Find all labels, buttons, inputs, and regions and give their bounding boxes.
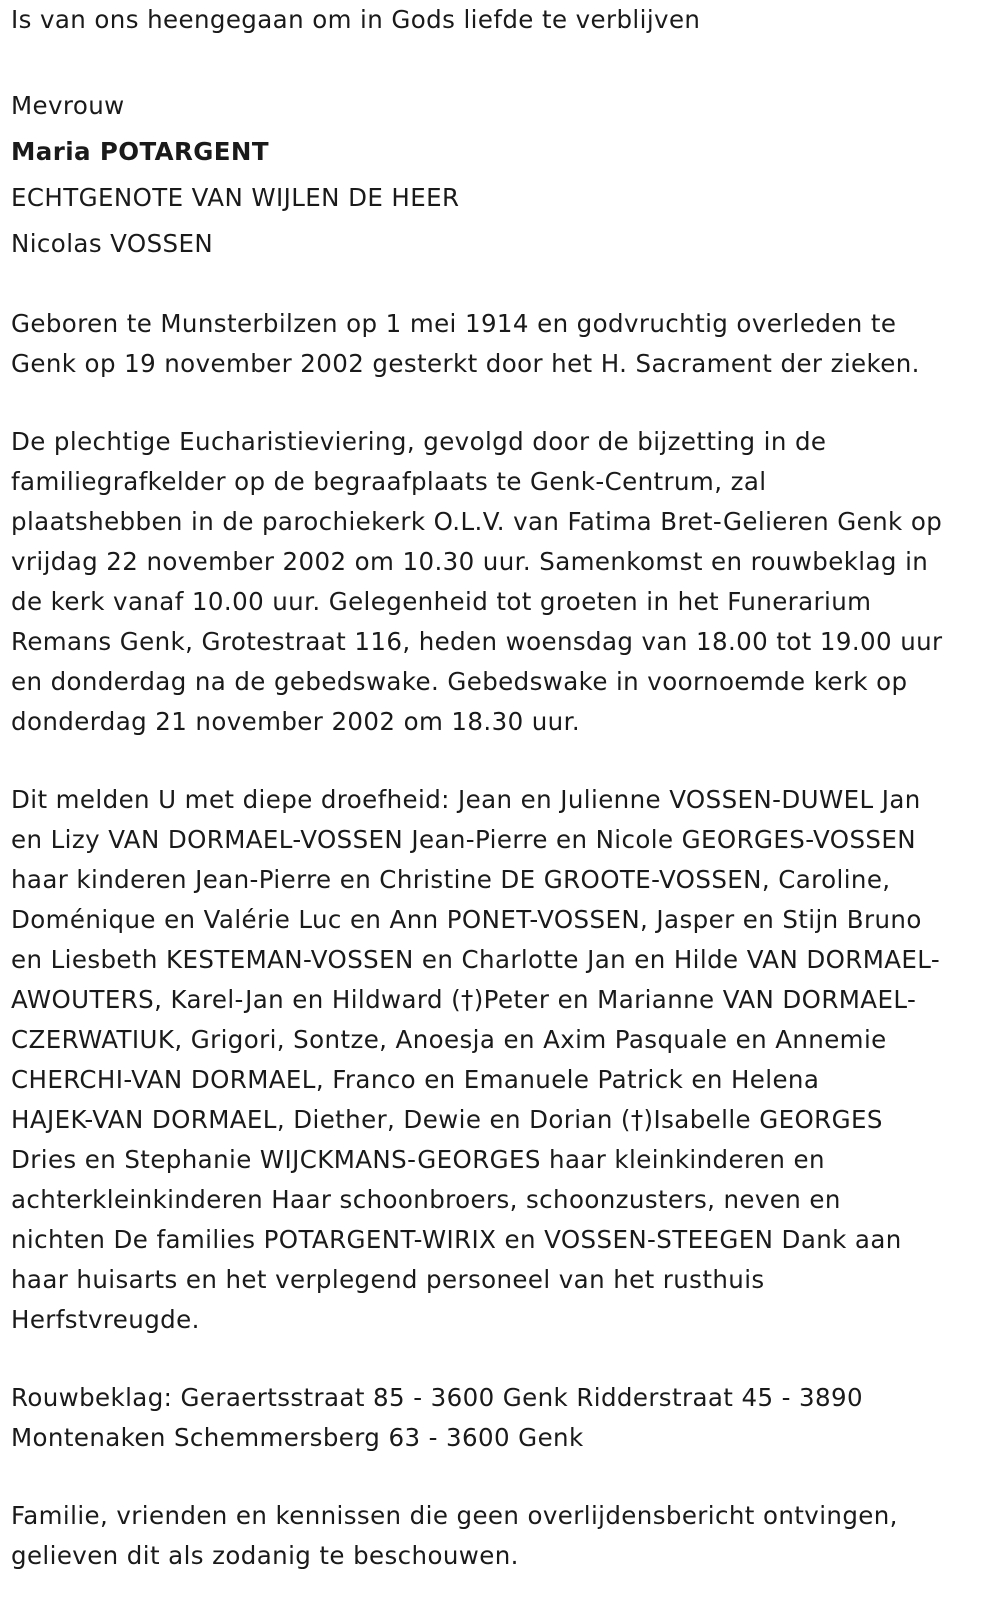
paragraph-line: plaatshebben in de parochiekerk O.L.V. van Fatima Bret-Gelieren Genk op [11, 507, 943, 536]
paragraph-line: Herfstvreugde. [11, 1305, 200, 1334]
paragraph-line: Montenaken Schemmersberg 63 - 3600 Genk [11, 1423, 584, 1452]
deceased-relation: ECHTGENOTE VAN WIJLEN DE HEER [11, 183, 460, 212]
obituary-notice [11, 0, 991, 1576]
paragraph-line: vrijdag 22 november 2002 om 10.30 uur. Samenkomst en rouwbeklag in [11, 547, 929, 576]
paragraph-line: nichten De families POTARGENT-WIRIX en VOSSEN-STEEGEN Dank aan [11, 1225, 902, 1254]
paragraph-line: AWOUTERS, Karel-Jan en Hildward (†)Peter en Marianne VAN DORMAEL- [11, 985, 917, 1014]
paragraph-line: Geboren te Munsterbilzen op 1 mei 1914 en godvruchtig overleden te [11, 309, 897, 338]
family-paragraph [11, 780, 991, 1340]
paragraph-line: Dries en Stephanie WIJCKMANS-GEORGES haar kleinkinderen en [11, 1145, 825, 1174]
paragraph-line: Doménique en Valérie Luc en Ann PONET-VOSSEN, Jasper en Stijn Bruno [11, 905, 922, 934]
paragraph-line: CZERWATIUK, Grigori, Sontze, Anoesja en Axim Pasquale en Annemie [11, 1025, 887, 1054]
paragraph-line: Dit melden U met diepe droefheid: Jean en Julienne VOSSEN-DUWEL Jan [11, 785, 921, 814]
spacer [11, 40, 991, 80]
paragraph-line: en Liesbeth KESTEMAN-VOSSEN en Charlotte Jan en Hilde VAN DORMAEL- [11, 945, 941, 974]
paragraph-line: en Lizy VAN DORMAEL-VOSSEN Jean-Pierre en Nicole GEORGES-VOSSEN [11, 825, 916, 854]
paragraph-line: familiegrafkelder op de begraafplaats te Genk-Centrum, zal [11, 467, 767, 496]
paragraph-line: HAJEK-VAN DORMAEL, Diether, Dewie en Dorian (†)Isabelle GEORGES [11, 1105, 883, 1134]
spacer [11, 384, 991, 422]
paragraph-line: De plechtige Eucharistieviering, gevolgd door de bijzetting in de [11, 427, 827, 456]
spacer [11, 742, 991, 780]
paragraph-line: haar kinderen Jean-Pierre en Christine DE GROOTE-VOSSEN, Caroline, [11, 865, 891, 894]
paragraph-line: Remans Genk, Grotestraat 116, heden woensdag van 18.00 tot 19.00 uur [11, 627, 943, 656]
deceased-name: Maria POTARGENT [11, 137, 269, 166]
paragraph-line: donderdag 21 november 2002 om 18.30 uur. [11, 707, 581, 736]
paragraph-line: Rouwbeklag: Geraertsstraat 85 - 3600 Genk Ridderstraat 45 - 3890 [11, 1383, 864, 1412]
paragraph-line: achterkleinkinderen Haar schoonbroers, schoonzusters, neven en [11, 1185, 841, 1214]
paragraph-line: CHERCHI-VAN DORMAEL, Franco en Emanuele Patrick en Helena [11, 1065, 820, 1094]
birth-death-paragraph [11, 304, 991, 384]
paragraph-line: de kerk vanaf 10.00 uur. Gelegenheid tot groeten in het Funerarium [11, 587, 872, 616]
paragraph-line: Genk op 19 november 2002 gesterkt door het H. Sacrament der zieken. [11, 349, 920, 378]
paragraph-line: en donderdag na de gebedswake. Gebedswake in voornoemde kerk op [11, 667, 908, 696]
spacer [11, 264, 991, 304]
ceremony-paragraph [11, 422, 991, 742]
intro-line: Is van ons heengegaan om in Gods liefde te verblijven [11, 5, 701, 34]
condolences-paragraph [11, 1378, 991, 1458]
paragraph-line: gelieven dit als zodanig te beschouwen. [11, 1541, 519, 1570]
spacer [11, 1340, 991, 1378]
spacer [11, 1458, 991, 1496]
paragraph-line: haar huisarts en het verplegend personeel van het rusthuis [11, 1265, 765, 1294]
closing-paragraph [11, 1496, 991, 1576]
deceased-title: Mevrouw [11, 91, 125, 120]
spouse-name: Nicolas VOSSEN [11, 229, 214, 258]
paragraph-line: Familie, vrienden en kennissen die geen overlijdensbericht ontvingen, [11, 1501, 898, 1530]
